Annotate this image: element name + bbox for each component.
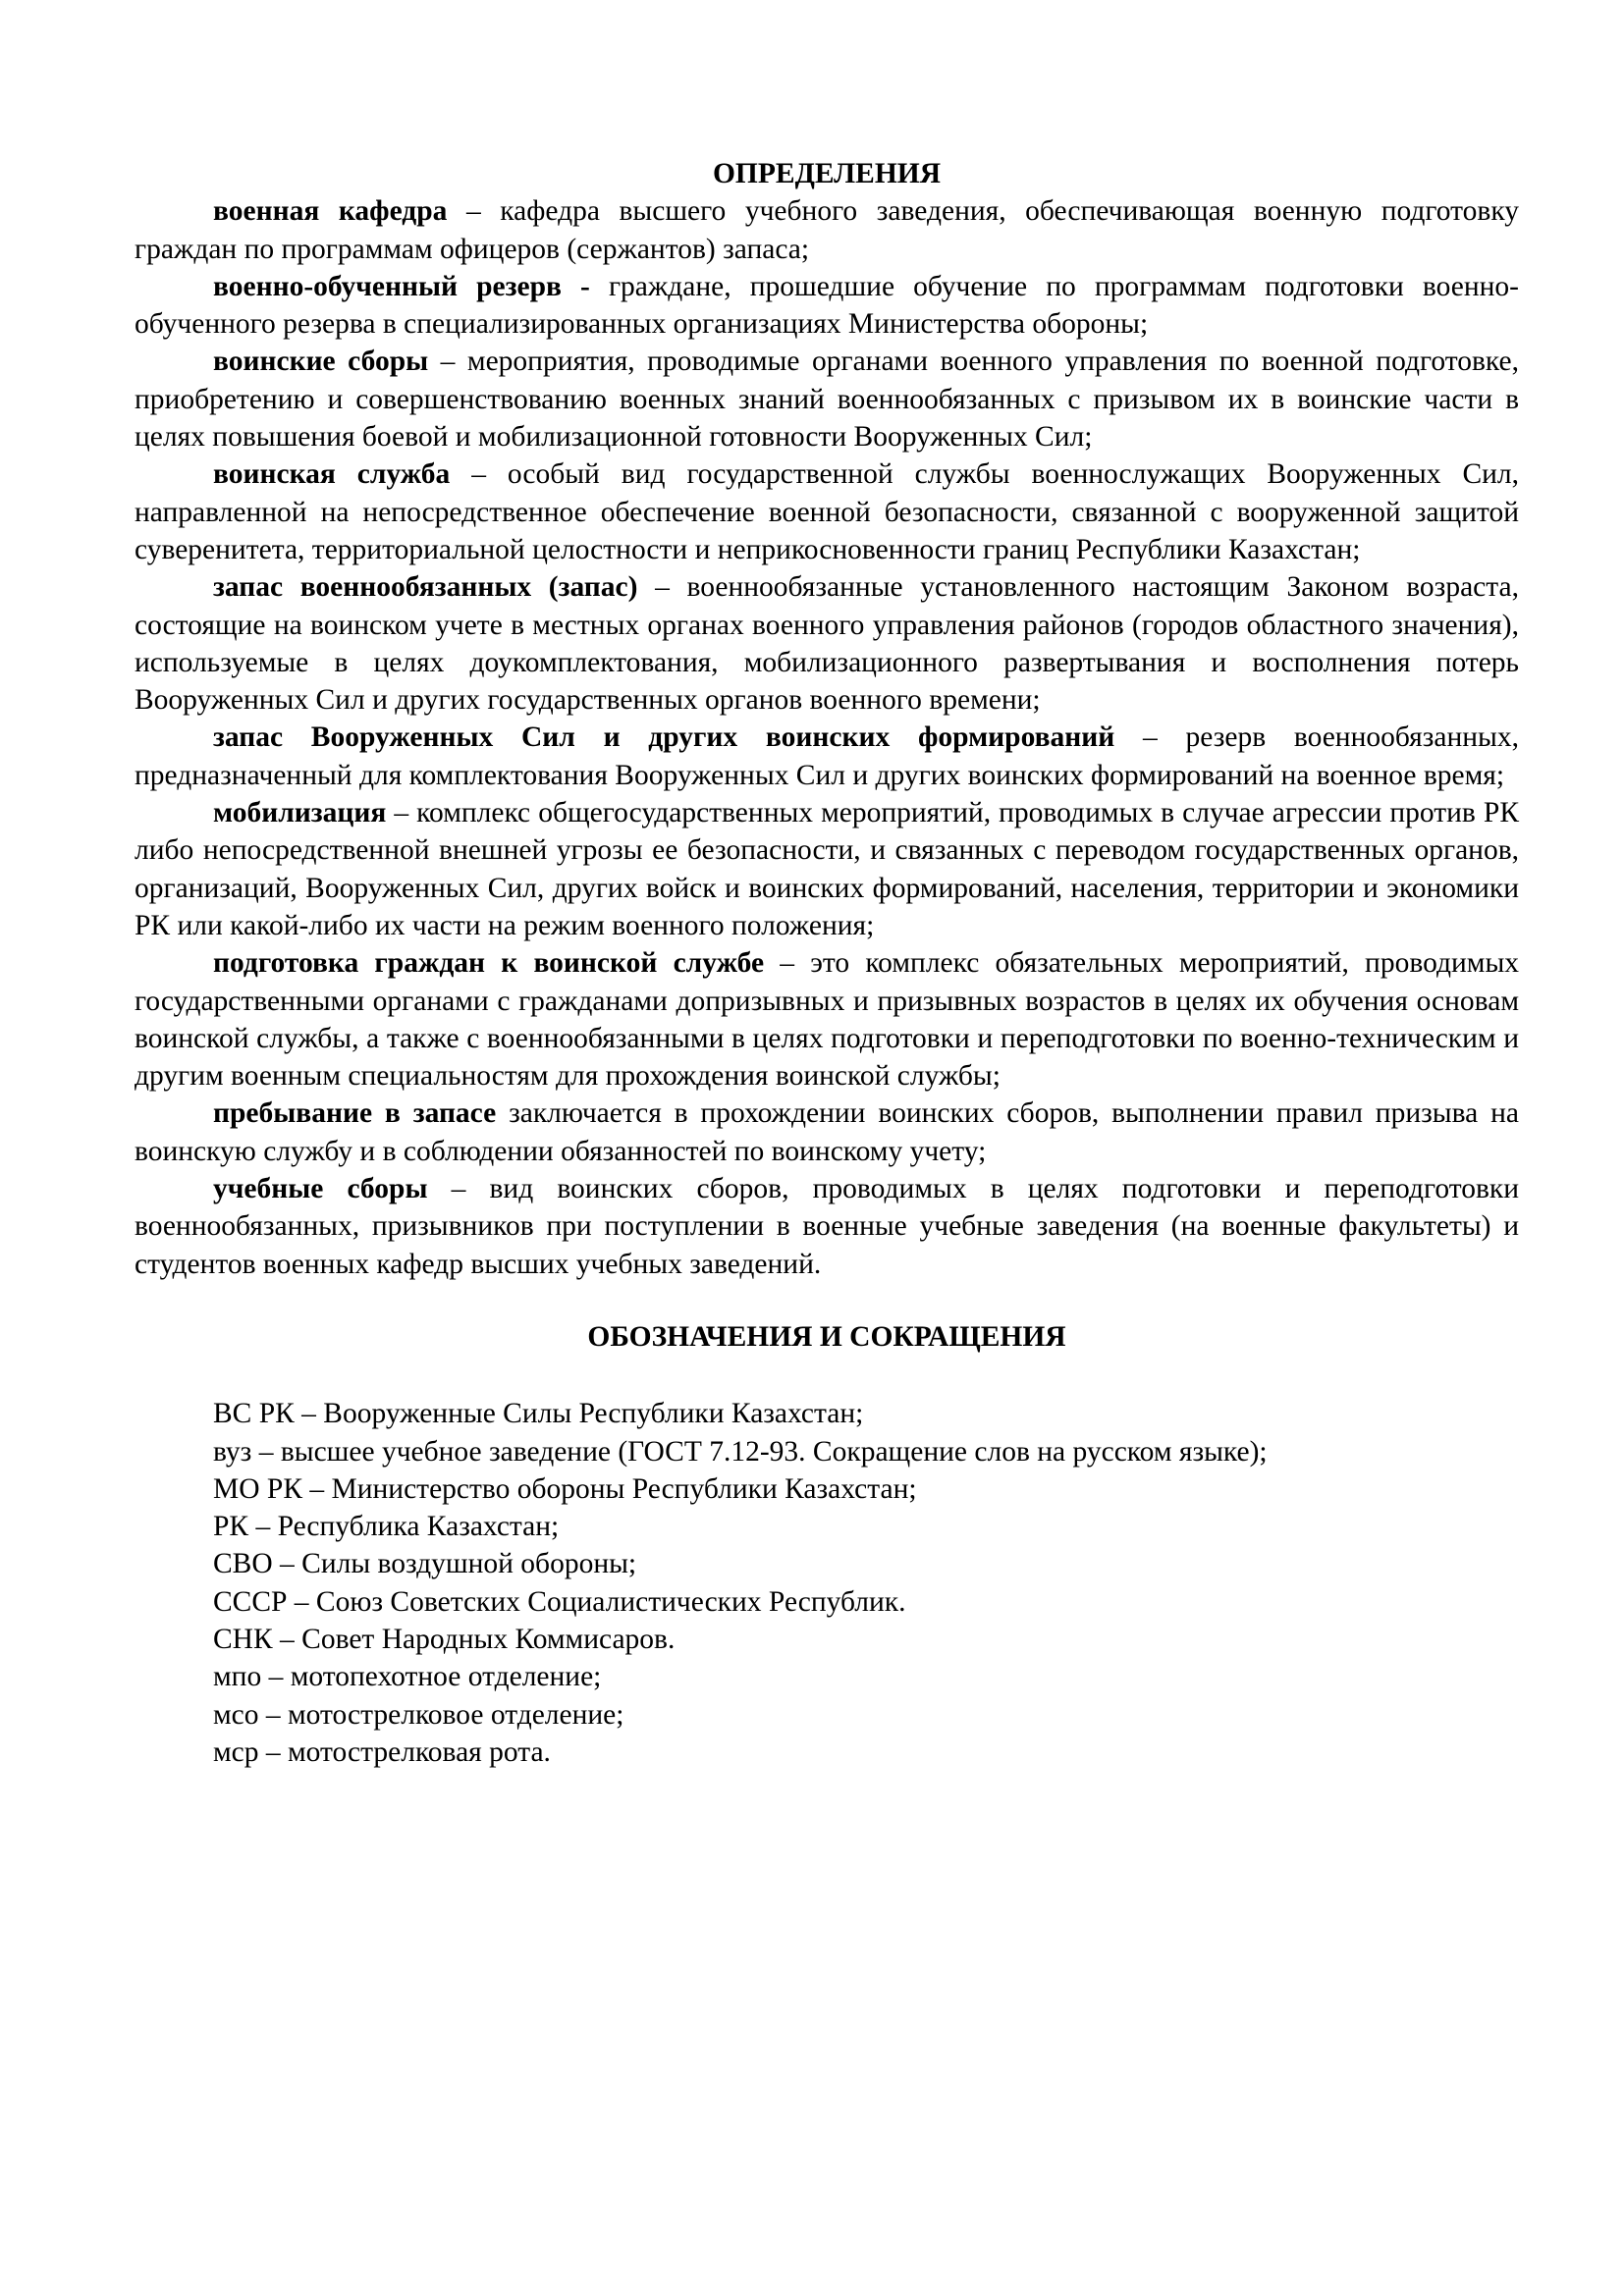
- definition-item: [135, 1170, 1519, 1283]
- definition-item: [135, 1095, 1519, 1170]
- abbreviations-list: [135, 1395, 1519, 1771]
- definition-text: – комплекс общегосударственных мероприятий, проводимых в случае агрессии против РК либо непосредственной внешней угрозы ее безопасности, и связанных с переводом государственных органов, организаций, Вооруженных Сил, других войск и воинских формирований, населения, территории и экономики РК или какой-либо их части на режим военного положения;: [135, 797, 1519, 941]
- definition-text: – особый вид государственной службы военнослужащих Вооруженных Сил, направленной на непосредственное обеспечение военной безопасности, связанной с вооруженной защитой суверенитета, территориальной целостности и неприкосновенности границ Республики Казахстан;: [135, 458, 1520, 565]
- definition-text: – кафедра высшего учебного заведения, обеспечивающая военную подготовку граждан по программам офицеров (сержантов) запаса;: [135, 195, 1519, 265]
- abbreviation-item: мср – мотострелковая рота.: [213, 1735, 551, 1768]
- definition-text: – резерв военнообязанных, предназначенный для комплектования Вооруженных Сил и других воинских формирований на военное время;: [135, 721, 1519, 791]
- abbreviation-item: вуз – высшее учебное заведение (ГОСТ 7.12-93. Сокращение слов на русском языке);: [213, 1435, 1268, 1468]
- definition-item: [135, 568, 1519, 719]
- definition-item: [135, 192, 1519, 268]
- definition-item: [135, 944, 1519, 1095]
- definition-term: запас военнообязанных (запас): [213, 571, 638, 604]
- definition-text: – мероприятия, проводимые органами военного управления по военной подготовке, приобретению и совершенствованию военных знаний военнообязанных с призывом их в воинские части в целях повышения боевой и мобилизационной готовности Вооруженных Сил;: [135, 346, 1519, 454]
- definition-term: военная кафедра: [213, 195, 448, 228]
- abbreviation-item: СССР – Союз Советских Социалистических Республик.: [213, 1585, 906, 1618]
- abbreviation-item: СНК – Совет Народных Коммисаров.: [213, 1623, 676, 1655]
- definition-term: пребывание в запасе: [213, 1097, 497, 1130]
- definition-item: [135, 719, 1519, 794]
- abbreviation-item: СВО – Силы воздушной обороны;: [213, 1548, 637, 1580]
- abbreviation-item: МО РК – Министерство обороны Республики Казахстан;: [213, 1472, 917, 1505]
- definition-item: [135, 343, 1519, 455]
- definition-term: воинская служба: [213, 458, 451, 491]
- definition-item: [135, 455, 1519, 568]
- page-content: [135, 155, 1519, 1771]
- definition-item: [135, 794, 1519, 944]
- abbreviation-item: РК – Республика Казахстан;: [213, 1511, 560, 1543]
- definitions-list: [135, 192, 1519, 1283]
- definition-text: заключается в прохождении воинских сборов, выполнении правил призыва на воинскую службу и в соблюдении обязанностей по воинскому учету;: [135, 1097, 1519, 1167]
- abbreviation-item: ВС РК – Вооруженные Силы Республики Казахстан;: [213, 1398, 864, 1430]
- abbreviation-item: мсо – мотострелковое отделение;: [213, 1698, 624, 1731]
- definition-text: – военнообязанные установленного настоящим Законом возраста, состоящие на воинском учете в местных органах военного управления районов (городов областного значения), используемые в целях доукомплектования, мобилизационного развертывания и восполнения потерь Вооруженных Сил и других государственных органов военного времени;: [135, 571, 1519, 717]
- definition-text: – вид воинских сборов, проводимых в целях подготовки и переподготовки военнообязанных, призывников при поступлении в военные учебные заведения (на военные факультеты) и студентов военных кафедр высших учебных заведений.: [135, 1173, 1519, 1280]
- abbreviations-title: ОБОЗНАЧЕНИЯ И СОКРАЩЕНИЯ: [587, 1320, 1066, 1353]
- definition-item: [135, 268, 1519, 344]
- definition-term: запас Вооруженных Сил и других воинских формирований: [213, 721, 1115, 754]
- definition-term: мобилизация: [213, 797, 387, 829]
- definition-text: – это комплекс обязательных мероприятий, проводимых государственными органами с гражданами допризывных и призывных возрастов в целях их обучения основам воинской службы, а также с военнообязанными в целях подготовки и переподготовки по военно-техническим и другим военным специальностям для прохождения воинской службы;: [135, 947, 1520, 1093]
- definition-term: воинские сборы: [213, 346, 429, 378]
- abbreviation-item: мпо – мотопехотное отделение;: [213, 1661, 602, 1693]
- definition-term: военно-обученный резерв -: [213, 270, 590, 302]
- definitions-title: ОПРЕДЕЛЕНИЯ: [712, 158, 942, 189]
- definition-term: учебные сборы: [213, 1173, 428, 1205]
- definition-term: подготовка граждан к воинской службе: [213, 947, 765, 980]
- definition-text: граждане, прошедшие обучение по программам подготовки военно-обученного резерва в специализированных организациях Министерства обороны;: [135, 270, 1519, 341]
